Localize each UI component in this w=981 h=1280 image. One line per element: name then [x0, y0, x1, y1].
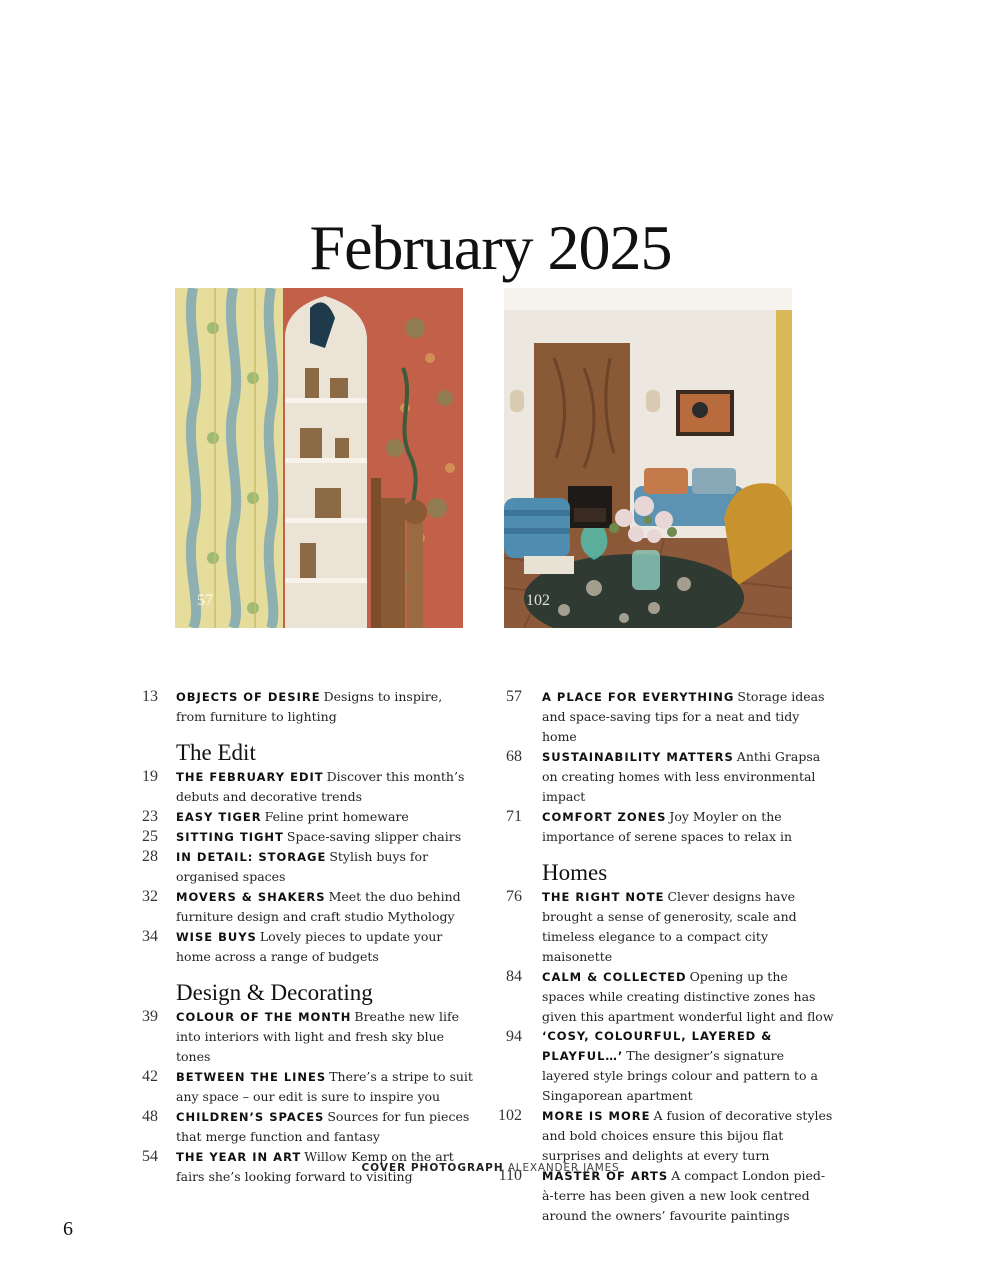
contents-entry[interactable]: [134, 827, 474, 847]
photo-page-number: 102: [526, 592, 550, 609]
contents-column-right: [494, 687, 834, 1226]
contents-entry[interactable]: [134, 1107, 474, 1147]
entry-heading: THE RIGHT NOTE: [542, 890, 665, 904]
entry-heading: EASY TIGER: [176, 810, 262, 824]
entry-description: A compact London pied-à-terre has been given a new look centred around the owners’ favourite paintings: [542, 1168, 826, 1223]
entry-page-number: 54: [142, 1148, 158, 1165]
entry-description: The designer’s signature layered style brings colour and pattern to a Singaporean apartment: [542, 1048, 818, 1103]
entry-heading: MOVERS & SHAKERS: [176, 890, 326, 904]
contents-entry[interactable]: [494, 747, 834, 807]
cover-credit: [0, 1162, 981, 1174]
entry-heading: SUSTAINABILITY MATTERS: [542, 750, 734, 764]
entry-heading: OBJECTS OF DESIRE: [176, 690, 321, 704]
contents-entry[interactable]: [134, 927, 474, 967]
entry-description: Storage ideas and space-saving tips for a neat and tidy home: [542, 689, 825, 744]
page-title: February 2025: [309, 211, 672, 283]
entry-heading: BETWEEN THE LINES: [176, 1070, 327, 1084]
entry-heading: MASTER OF ARTS: [542, 1169, 669, 1183]
entry-heading: IN DETAIL: STORAGE: [176, 850, 327, 864]
contents-entry[interactable]: [494, 1106, 834, 1166]
entry-page-number: 102: [498, 1107, 522, 1124]
entry-heading: THE YEAR IN ART: [176, 1150, 302, 1164]
entry-page-number: 28: [142, 848, 158, 865]
entry-page-number: 19: [142, 768, 158, 785]
feature-photo-storage[interactable]: [175, 288, 463, 628]
contents-entry[interactable]: [134, 1007, 474, 1067]
entry-description: There’s a stripe to suit any space – our edit is sure to inspire you: [176, 1069, 473, 1104]
entry-description: Anthi Grapsa on creating homes with less environmental impact: [542, 749, 821, 804]
entry-heading: CHILDREN’S SPACES: [176, 1110, 325, 1124]
contents-entry[interactable]: [134, 807, 474, 827]
entry-page-number: 34: [142, 928, 158, 945]
entry-heading: A PLACE FOR EVERYTHING: [542, 690, 735, 704]
contents-entry[interactable]: [134, 687, 474, 727]
entry-heading: MORE IS MORE: [542, 1109, 651, 1123]
entry-page-number: 68: [506, 748, 522, 765]
entry-heading: CALM & COLLECTED: [542, 970, 687, 984]
entry-description: Breathe new life into interiors with light and fresh sky blue tones: [176, 1009, 459, 1064]
entry-page-number: 39: [142, 1008, 158, 1025]
entry-description: Sources for fun pieces that merge function and fantasy: [176, 1109, 470, 1144]
contents-entry[interactable]: [134, 1067, 474, 1107]
entry-description: Stylish buys for organised spaces: [176, 849, 429, 884]
entry-description: Joy Moyler on the importance of serene spaces to relax in: [542, 809, 793, 844]
entry-description: A fusion of decorative styles and bold choices ensure this bijou flat surprises and delights at every turn: [542, 1108, 833, 1163]
cover-credit-name: ALEXANDER JAMES: [507, 1162, 620, 1174]
contents-entry[interactable]: [494, 1027, 834, 1106]
entry-page-number: 48: [142, 1108, 158, 1125]
entry-page-number: 71: [506, 808, 522, 825]
entry-page-number: 76: [506, 888, 522, 905]
photo-illustration-alcove: [175, 288, 463, 628]
contents-entry[interactable]: [494, 887, 834, 967]
contents-entry[interactable]: [494, 687, 834, 747]
section-heading: The Edit: [176, 740, 256, 765]
contents-entry[interactable]: [494, 807, 834, 847]
entry-page-number: 57: [506, 688, 522, 705]
contents-entry[interactable]: [494, 967, 834, 1027]
feature-photo-living-room[interactable]: [504, 288, 792, 628]
contents-entry[interactable]: [134, 847, 474, 887]
entry-page-number: 23: [142, 808, 158, 825]
entry-description: Clever designs have brought a sense of generosity, scale and timeless elegance to a compact city maisonette: [542, 889, 797, 964]
entry-heading: SITTING TIGHT: [176, 830, 284, 844]
entry-heading: COMFORT ZONES: [542, 810, 667, 824]
entry-description: Lovely pieces to update your home across a range of budgets: [176, 929, 443, 964]
entry-page-number: 110: [498, 1167, 522, 1184]
contents-entry[interactable]: [134, 767, 474, 807]
entry-page-number: 42: [142, 1068, 158, 1085]
cover-credit-label: COVER PHOTOGRAPH: [361, 1162, 504, 1174]
section-heading: Design & Decorating: [176, 980, 373, 1005]
entry-description: Feline print homeware: [264, 809, 409, 824]
entry-description: Meet the duo behind furniture design and craft studio Mythology: [176, 889, 461, 924]
entry-description: Designs to inspire, from furniture to lighting: [176, 689, 443, 724]
contents-entry[interactable]: [494, 1166, 834, 1226]
entry-page-number: 94: [506, 1028, 522, 1045]
entry-heading: THE FEBRUARY EDIT: [176, 770, 324, 784]
contents-entry[interactable]: [134, 887, 474, 927]
entry-description: Discover this month’s debuts and decorative trends: [176, 769, 465, 804]
entry-heading: WISE BUYS: [176, 930, 257, 944]
section-heading: Homes: [542, 860, 608, 885]
photo-page-number: 57: [197, 592, 213, 609]
entry-heading: ‘COSY, COLOURFUL, LAYERED & PLAYFUL…’: [542, 1029, 773, 1063]
contents-column-left: [134, 687, 474, 1187]
entry-page-number: 84: [506, 968, 522, 985]
entry-page-number: 13: [142, 688, 158, 705]
entry-description: Willow Kemp on the art fairs she’s looking forward to visiting: [176, 1149, 454, 1184]
entry-heading: COLOUR OF THE MONTH: [176, 1010, 352, 1024]
entry-page-number: 32: [142, 888, 158, 905]
entry-page-number: 25: [142, 828, 158, 845]
page-folio: 6: [63, 1218, 73, 1240]
entry-description: Opening up the spaces while creating distinctive zones has given this apartment wonderful light and flow: [542, 969, 834, 1024]
entry-description: Space-saving slipper chairs: [286, 829, 462, 844]
photo-illustration-living-room: [504, 288, 792, 628]
